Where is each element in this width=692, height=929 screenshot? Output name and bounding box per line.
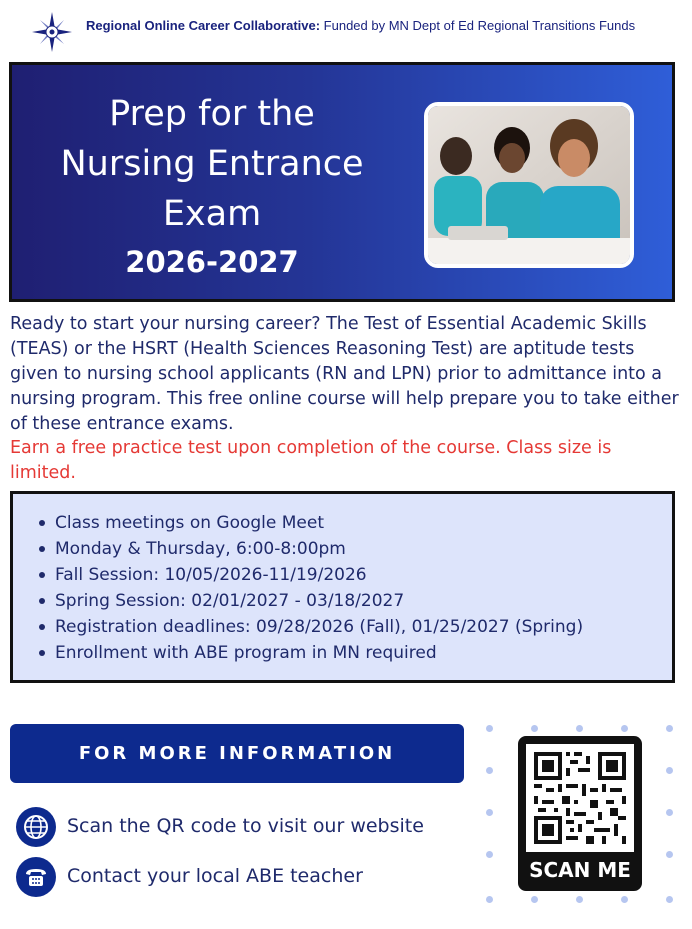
bullet-icon xyxy=(39,546,45,552)
more-information-button[interactable]: FOR MORE INFORMATION xyxy=(10,724,464,783)
hero-title-line2: Nursing Entrance xyxy=(60,144,364,184)
detail-item xyxy=(37,536,583,562)
org-name: Regional Online Career Collaborative: xyxy=(86,18,321,33)
hero-banner xyxy=(9,62,675,302)
hero-title-line3: Exam xyxy=(162,194,262,234)
detail-text: Spring Session: 02/01/2027 - 03/18/2027 xyxy=(55,591,405,611)
detail-text: Class meetings on Google Meet xyxy=(55,513,325,533)
bullet-icon xyxy=(39,598,45,604)
teacher-text: Contact your local ABE teacher xyxy=(67,865,363,887)
detail-text: Fall Session: 10/05/2026-11/19/2026 xyxy=(55,565,367,585)
detail-item xyxy=(37,562,583,588)
hero-title-line1: Prep for the xyxy=(109,94,315,134)
website-text: Scan the QR code to visit our website xyxy=(67,815,424,837)
compass-logo-icon xyxy=(32,12,72,52)
detail-item xyxy=(37,640,583,666)
phone-icon xyxy=(16,857,56,897)
header xyxy=(0,0,692,56)
intro-paragraph: Ready to start your nursing career? The Test of Essential Academic Skills (TEAS) or the HSRT (Health Sciences Reasoning Test) are aptitude tests given to nursing school applicants (RN and LPN) prior to admittance into a nursing program. This free online course will help prepare you to take either of these entrance exams. xyxy=(10,314,679,434)
intro-highlight: Earn a free practice test upon completion of the course. Class size is limited. xyxy=(10,438,612,483)
funding-text: Funded by MN Dept of Ed Regional Transitions Funds xyxy=(320,18,636,33)
hero-title xyxy=(32,89,392,239)
bullet-icon xyxy=(39,520,45,526)
detail-text: Monday & Thursday, 6:00-8:00pm xyxy=(55,539,346,559)
detail-text: Registration deadlines: 09/28/2026 (Fall), 01/25/2027 (Spring) xyxy=(55,617,584,637)
detail-item xyxy=(37,510,583,536)
nursing-students-photo xyxy=(424,102,634,268)
scan-me-label: SCAN ME xyxy=(529,858,631,882)
qr-code[interactable] xyxy=(526,744,634,852)
globe-icon xyxy=(16,807,56,847)
detail-item xyxy=(37,588,583,614)
detail-text: Enrollment with ABE program in MN required xyxy=(55,643,437,663)
class-details-list xyxy=(37,510,583,666)
class-details-box xyxy=(10,491,675,683)
hero-year: 2026-2027 xyxy=(125,245,299,279)
bullet-icon xyxy=(39,572,45,578)
detail-item xyxy=(37,614,583,640)
header-text xyxy=(86,18,635,33)
bullet-icon xyxy=(39,624,45,630)
bullet-icon xyxy=(39,650,45,656)
qr-code-card[interactable] xyxy=(518,736,642,891)
